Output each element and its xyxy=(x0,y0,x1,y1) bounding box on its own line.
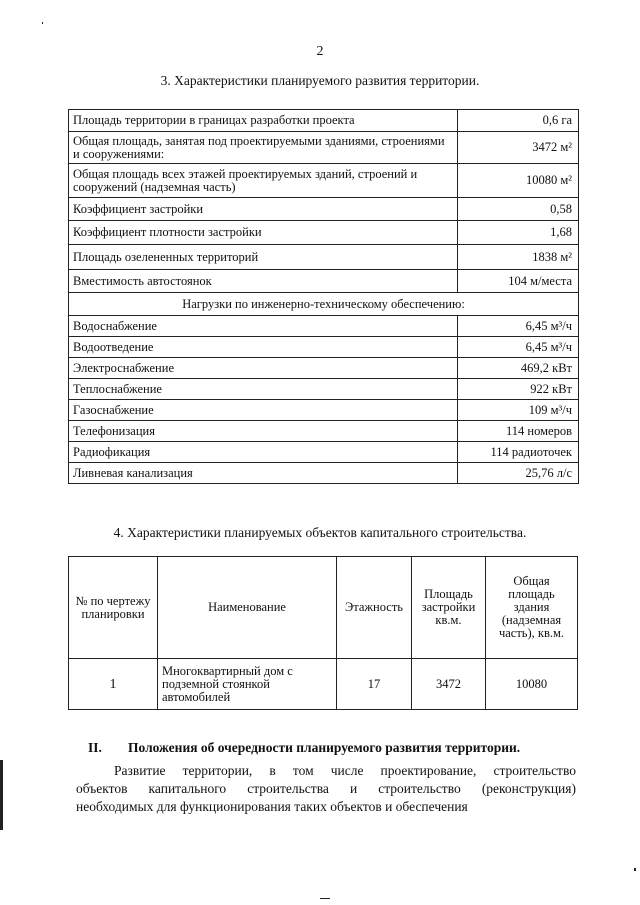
paragraph-line: объектов капитального строительства и строительство (реконструкция) xyxy=(76,781,576,796)
row-value: 1,68 xyxy=(458,221,579,245)
table-row xyxy=(69,659,578,710)
table-row xyxy=(69,337,579,358)
table-row xyxy=(69,316,579,337)
section-2-number: II. xyxy=(88,740,102,755)
paragraph-line: Развитие территории, в том числе проектирование, строительство xyxy=(114,763,576,778)
row-value: 0,58 xyxy=(458,198,579,221)
table-row xyxy=(69,400,579,421)
page-number: 2 xyxy=(316,44,324,59)
scan-dot-mark xyxy=(634,868,636,871)
cell-total-area: 10080 xyxy=(486,659,578,710)
load-value: 25,76 л/с xyxy=(458,463,579,484)
table-row xyxy=(69,421,579,442)
header-name: Наименование xyxy=(158,557,337,659)
row-value: 0,6 га xyxy=(458,110,579,132)
table-row xyxy=(69,132,579,164)
body-paragraph xyxy=(76,762,576,816)
section-2-title xyxy=(88,740,520,756)
load-name: Газоснабжение xyxy=(69,400,458,421)
load-value: 6,45 м³/ч xyxy=(458,316,579,337)
load-name: Телефонизация xyxy=(69,421,458,442)
load-name: Радиофикация xyxy=(69,442,458,463)
row-value: 1838 м² xyxy=(458,245,579,270)
section-4-heading: 4. Характеристики планируемых объектов капитального строительства. xyxy=(113,525,527,540)
load-name: Водоснабжение xyxy=(69,316,458,337)
row-value: 10080 м² xyxy=(458,164,579,198)
load-value: 114 номеров xyxy=(458,421,579,442)
table-row xyxy=(69,463,579,484)
row-name: Коэффициент плотности застройки xyxy=(69,221,458,245)
row-value: 3472 м² xyxy=(458,132,579,164)
load-value: 6,45 м³/ч xyxy=(458,337,579,358)
load-value: 109 м³/ч xyxy=(458,400,579,421)
load-name: Теплоснабжение xyxy=(69,379,458,400)
table-row xyxy=(69,110,579,132)
table-header-row xyxy=(69,557,578,659)
load-value: 922 кВт xyxy=(458,379,579,400)
header-area: Площадь застройки кв.м. xyxy=(412,557,486,659)
territory-characteristics-table xyxy=(68,109,579,484)
loads-subheader: Нагрузки по инженерно-техническому обеспечению: xyxy=(69,293,579,316)
row-name: Коэффициент застройки xyxy=(69,198,458,221)
load-name: Электроснабжение xyxy=(69,358,458,379)
row-name: Общая площадь всех этажей проектируемых зданий, строений и сооружений (надземная часть) xyxy=(69,164,458,198)
load-name: Водоотведение xyxy=(69,337,458,358)
scan-dot-mark xyxy=(42,22,43,24)
capital-construction-table xyxy=(68,556,578,710)
table-row xyxy=(69,164,579,198)
row-name: Площадь территории в границах разработки проекта xyxy=(69,110,458,132)
row-name: Площадь озелененных территорий xyxy=(69,245,458,270)
header-total-area: Общая площадь здания (надземная часть), кв.м. xyxy=(486,557,578,659)
row-value: 104 м/места xyxy=(458,270,579,293)
table-row xyxy=(69,198,579,221)
scan-dot-mark xyxy=(320,898,330,899)
header-floors: Этажность xyxy=(337,557,412,659)
loads-subheader-row xyxy=(69,293,579,316)
table-row xyxy=(69,270,579,293)
cell-number: 1 xyxy=(69,659,158,710)
row-name: Общая площадь, занятая под проектируемыми зданиями, строениями и сооружениями: xyxy=(69,132,458,164)
header-number: № по чертежу планировки xyxy=(69,557,158,659)
table-row xyxy=(69,245,579,270)
load-value: 114 радиоточек xyxy=(458,442,579,463)
table-row xyxy=(69,221,579,245)
table-row xyxy=(69,379,579,400)
cell-floors: 17 xyxy=(337,659,412,710)
section-2-text: Положения об очередности планируемого развития территории. xyxy=(128,740,521,755)
cell-name: Многоквартирный дом с подземной стоянкой автомобилей xyxy=(158,659,337,710)
scan-edge-mark xyxy=(0,760,3,830)
load-name: Ливневая канализация xyxy=(69,463,458,484)
table-row xyxy=(69,358,579,379)
cell-area: 3472 xyxy=(412,659,486,710)
load-value: 469,2 кВт xyxy=(458,358,579,379)
paragraph-line: необходимых для функционирования таких объектов и обеспечения xyxy=(76,799,468,814)
row-name: Вместимость автостоянок xyxy=(69,270,458,293)
table-row xyxy=(69,442,579,463)
section-3-heading: 3. Характеристики планируемого развития территории. xyxy=(160,73,480,88)
